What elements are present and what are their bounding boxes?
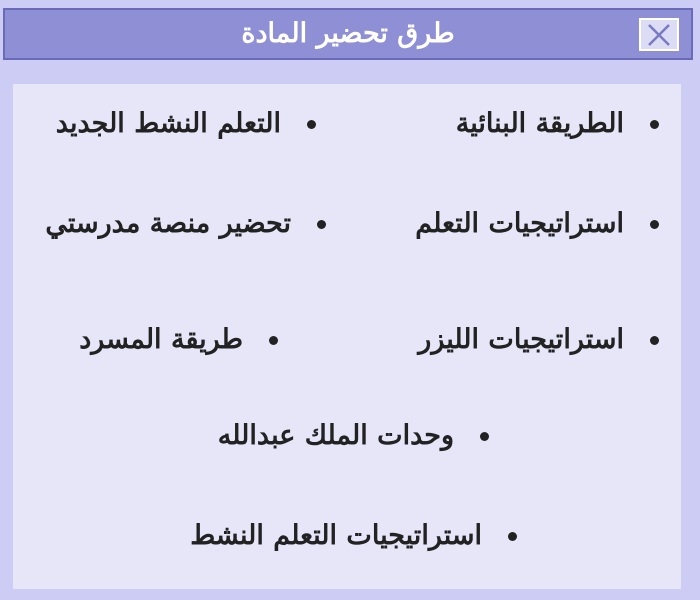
list-item-label: استراتيجيات التعلم النشط [190,520,482,551]
list-item[interactable] [79,320,278,360]
bullet-icon [650,220,659,229]
bullet-icon [317,220,326,229]
bullet-icon [508,532,517,541]
list-item-label: التعلم النشط الجديد [55,108,281,139]
list-item-label: استراتيجيات الليزر [418,324,624,355]
bullet-icon [650,120,659,129]
list-item[interactable] [456,104,659,144]
list-item[interactable] [56,104,316,144]
list-item[interactable] [218,416,489,456]
content-panel [13,84,681,589]
list-item[interactable] [418,320,659,360]
bullet-icon [269,336,278,345]
close-button[interactable] [639,18,679,51]
list-item-label: طريقة المسرد [79,324,243,355]
list-item[interactable] [45,204,326,244]
list-item-label: استراتيجيات التعلم [415,208,624,239]
bullet-icon [650,336,659,345]
list-item[interactable] [415,204,659,244]
title-bar [3,8,693,60]
bullet-icon [480,432,489,441]
list-item-label: تحضير منصة مدرستي [45,208,291,239]
list-item-label: وحدات الملك عبدالله [217,420,454,451]
close-x-icon [647,23,671,47]
list-item[interactable] [190,516,517,556]
window-title: طرق تحضير المادة [241,18,455,49]
bullet-icon [307,120,316,129]
list-item-label: الطريقة البنائية [455,108,624,139]
